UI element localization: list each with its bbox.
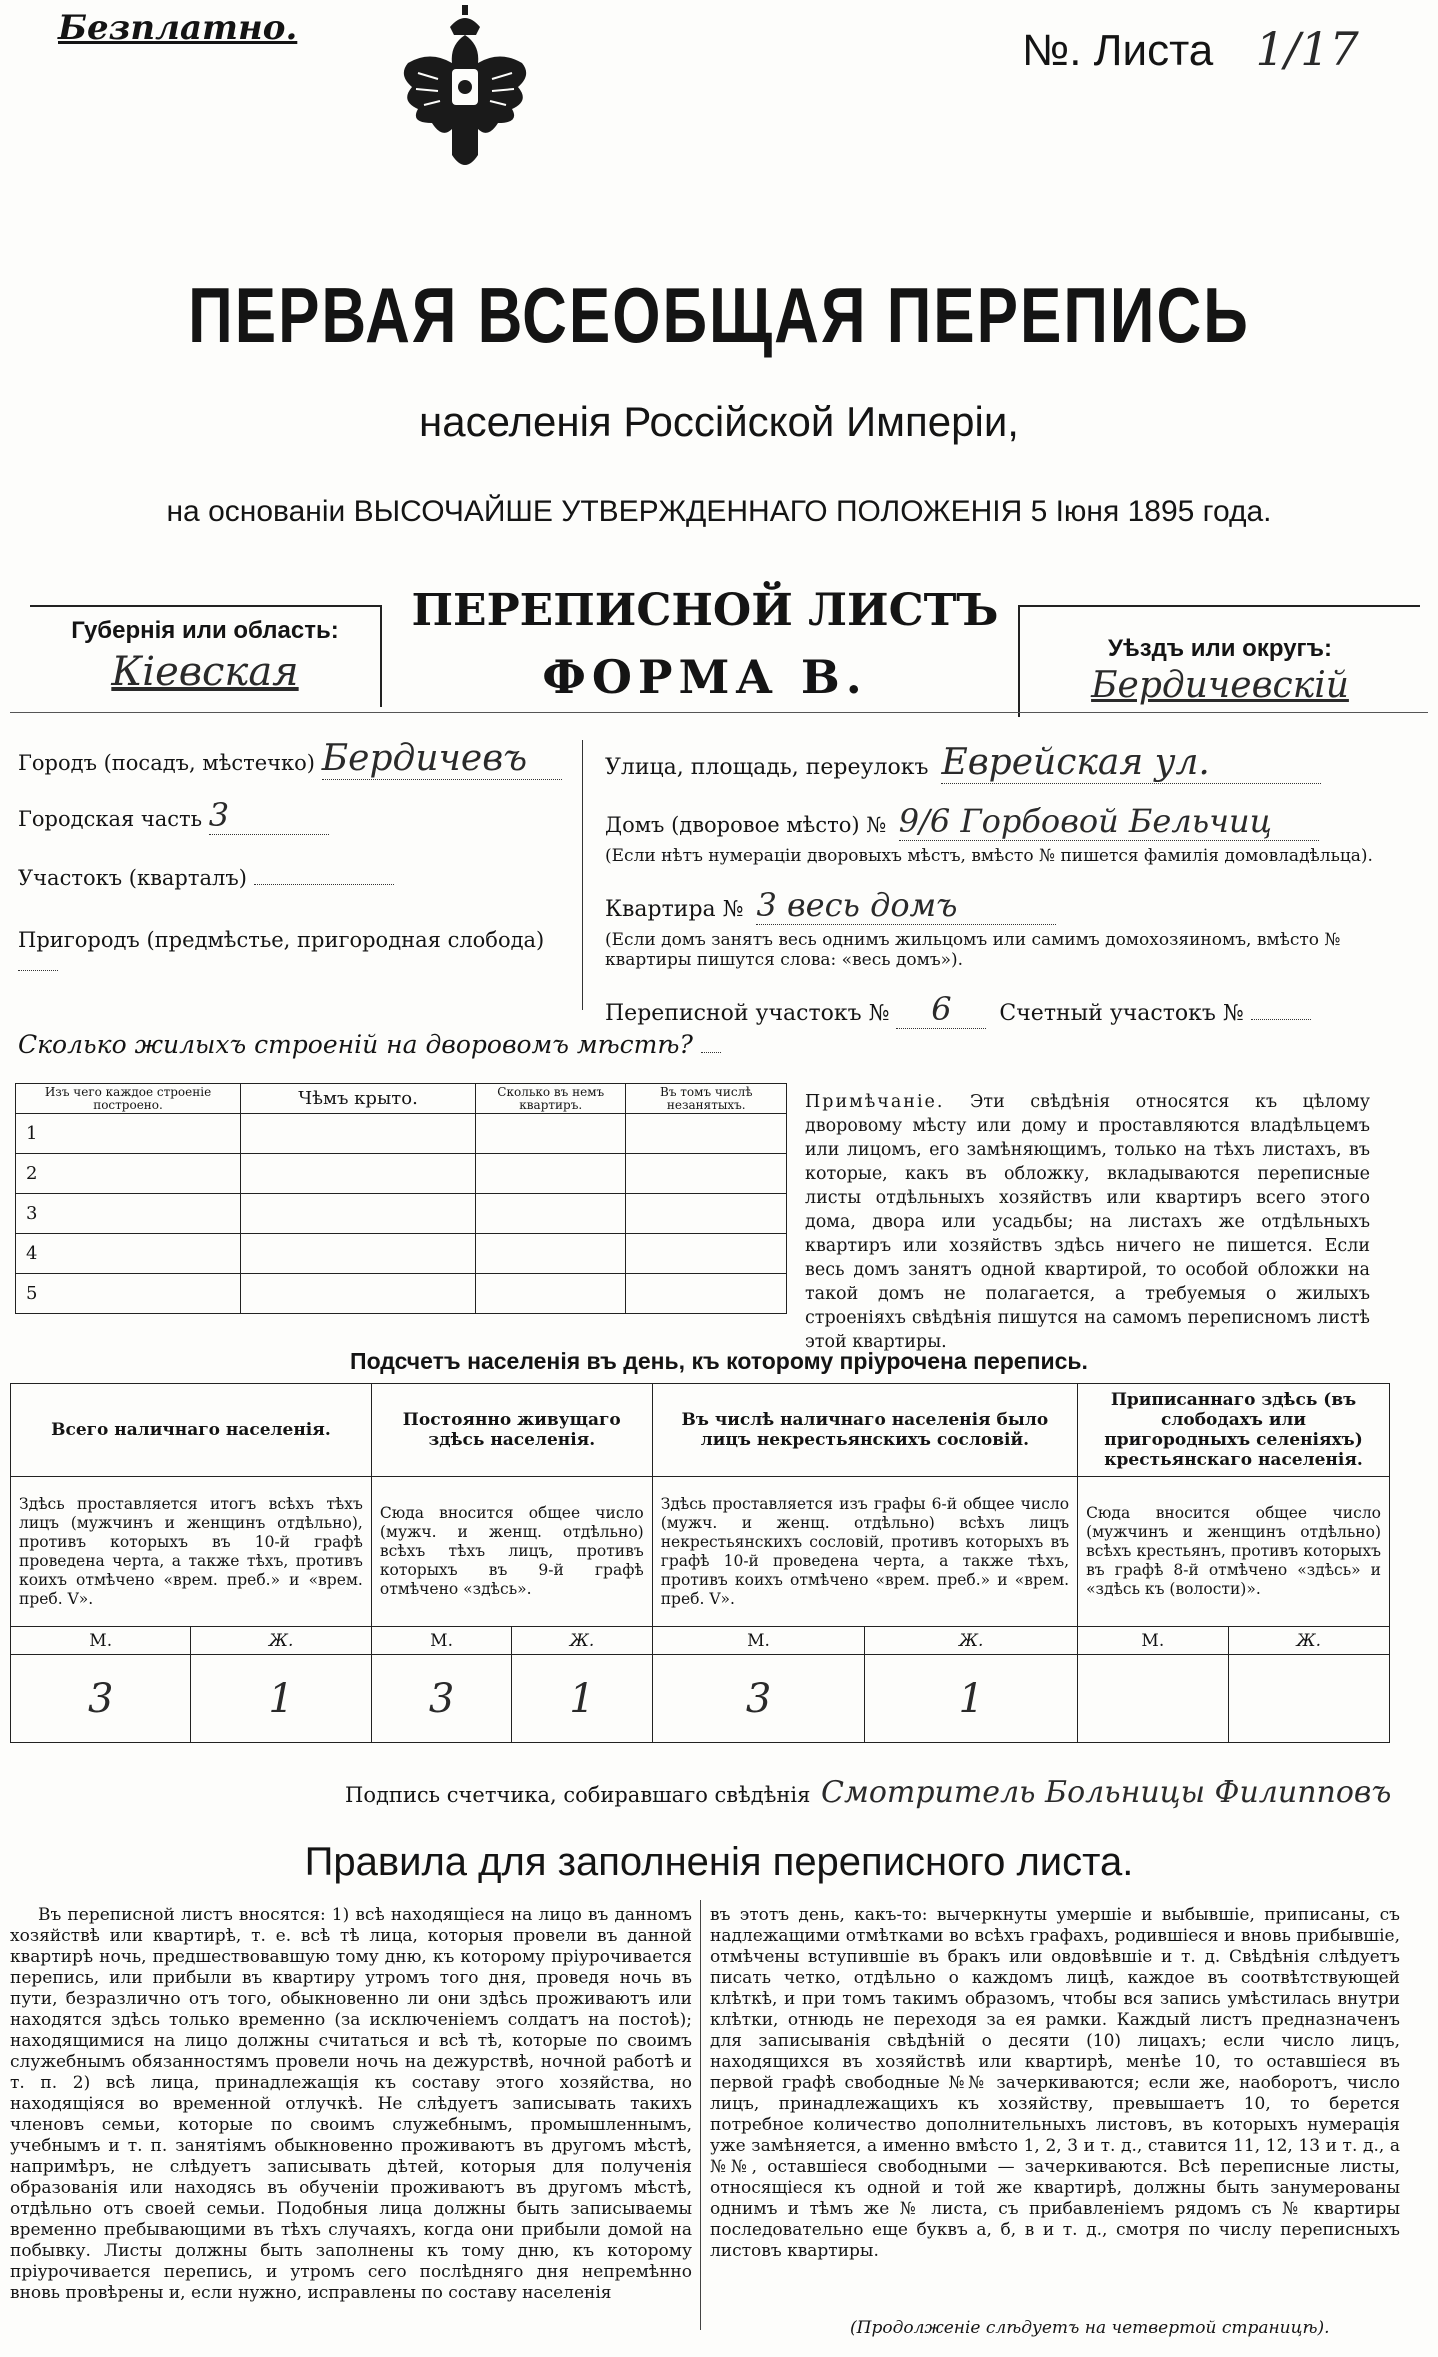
street-field	[605, 742, 1425, 784]
house-value: 9/6 Горбовой Бельчиц	[899, 802, 1319, 841]
count-peasant-male	[1078, 1655, 1229, 1743]
count-nonpeasant-male: 3	[652, 1655, 865, 1743]
subtitle: населенія Россійской Имперіи,	[419, 398, 1019, 445]
count-m-label: М.	[371, 1627, 511, 1655]
apartment-note: (Если домъ занятъ весь однимъ жильцомъ или самимъ домохозяиномъ, вмѣсто № квартиры пишутся слова: «весь домъ»).	[605, 930, 1341, 970]
count-col-head-peasant: Приписаннаго здѣсь (въ слободахъ или пригородныхъ селеніяхъ) крестьянскаго населенія.	[1078, 1384, 1390, 1477]
form-title: ПЕРЕПИСНОЙ ЛИСТЪ	[411, 585, 999, 636]
buildings-table	[15, 1083, 787, 1314]
gubernia-label: Губернія или область:	[71, 617, 339, 644]
count-col-desc-peasant: Сюда вносится общее число (мужчинъ и женщинъ отдѣльно) всѣхъ крестьянъ, противъ которыхъ въ графѣ 8-й отмѣчено «здѣсь» и «здѣсь къ (волости)».	[1078, 1477, 1390, 1627]
city-part-value: 3	[209, 796, 329, 835]
row-number: 2	[26, 1163, 38, 1184]
count-col-head-permanent: Постоянно живущаго здѣсь населенія.	[371, 1384, 652, 1477]
rules-left-column: Въ переписной листъ вносятся: 1) всѣ находящіеся на лицо въ данномъ хозяйствѣ или квартирѣ, т. е. всѣ тѣ лица, которыя провели въ данной квартирѣ ночь, предшествовавшую тому дню, къ которому пріурочивается перепись, или прибыли въ квартиру утромъ того дня, проведя ночь въ пути, безразлично отъ того, обыкновенно ли они здѣсь проживаютъ или находятся здѣсь только временно (за исключеніемъ солдатъ на постоѣ); находящимися на лицо должны считаться и всѣ тѣ, которые по своимъ служебнымъ обязанностямъ провели ночь на дежурствѣ, ночной работѣ и т. п. 2) всѣ лица, принадлежащія къ составу этого хозяйства, но находящіяся во временной отлучкѣ. Не слѣдуетъ записывать такихъ членовъ семьи, которые по своимъ служебнымъ, промышленнымъ, учебнымъ и т. п. занятіямъ обыкновенно проживаютъ въ другомъ мѣстѣ, напримѣръ, не слѣдуетъ записывать дѣтей, которыя для полученія образованія или находясь въ обученіи проживаютъ въ другомъ мѣстѣ, отдѣльно отъ своей семьи. Подобныя лица должны быть записываемы временно пребывающими въ тѣхъ случаяхъ, когда они прибыли домой на побывку. Листы должны быть заполнены къ тому дню, къ которому пріурочивается перепись, и утромъ сего послѣдняго дня непремѣнно вновь провѣрены и, если нужно, исправлены по составу населенія	[10, 1905, 692, 2303]
main-title: ПЕРВАЯ ВСЕОБЩАЯ ПЕРЕПИСЬ	[188, 273, 1250, 360]
table-row	[16, 1194, 787, 1234]
sheet-number	[1022, 22, 1359, 76]
suburb-value	[18, 970, 58, 971]
row-number: 3	[26, 1203, 38, 1224]
rules-title: Правила для заполненія переписного листа.	[304, 1840, 1134, 1884]
count-total-female: 1	[191, 1655, 371, 1743]
suburb-field	[18, 928, 568, 976]
gubernia-value: Кіевская	[111, 649, 299, 695]
signature-line	[345, 1775, 1405, 1810]
city-value: Бердичевъ	[322, 738, 562, 780]
count-total-male: 3	[11, 1655, 191, 1743]
apartment-label: Квартира №	[605, 897, 744, 922]
rules-continued: (Продолженіе слѣдуетъ на четвертой страницѣ).	[850, 2318, 1330, 2338]
street-label: Улица, площадь, переулокъ	[605, 755, 929, 780]
sheet-number-label: №. Листа	[1022, 26, 1214, 75]
city-field	[18, 738, 568, 780]
buildings-header-apartments: Сколько въ немъ квартиръ.	[476, 1084, 626, 1114]
row-number: 5	[26, 1283, 38, 1304]
census-district-value: 6	[896, 990, 986, 1029]
buildings-header-vacant: Въ томъ числѣ незанятыхъ.	[626, 1084, 787, 1114]
apartment-value: 3 весь домъ	[756, 886, 1056, 925]
rules-right-column: въ этотъ день, какъ-то: вычеркнуты умершіе и выбывшіе, приписаны, съ надлежащими отмѣтками во всѣхъ графахъ, родившіеся и вновь прибывшіе, отмѣчены вступившіе въ бракъ или овдовѣвшіе и т. д. Свѣдѣнія слѣдуетъ писать четко, отдѣльно о каждомъ лицѣ, каждое въ соотвѣтствующей клѣткѣ, и при томъ такимъ образомъ, чтобы вся запись умѣстилась внутри клѣтки, отнюдь не переходя за ея рамки. Каждый листъ предназначенъ для записыванія свѣдѣній о десяти (10) лицахъ; если число лицъ, находящихся въ хозяйствѣ или квартирѣ, менѣе 10, то оставшіеся въ первой графѣ свободные №№ зачеркиваются; если же, наоборотъ, число лицъ, принадлежащихъ къ хозяйству, превышаетъ 10, то берется потребное количество дополнительныхъ листовъ, въ которыхъ нумерація уже замѣняется, а именно вмѣсто 1, 2, 3 и т. д., ставится 11, 12, 13 и т. д., а №№, оставшіеся свободными — зачеркиваются. Всѣ переписные листы, относящіеся къ одной и той же квартирѣ, должны быть занумерованы однимъ и тѣмъ же № листа, съ прибавленіемъ рядомъ съ № квартиры последовательно еще буквъ а, б, в и т. д., смотря по числу переписныхъ листовъ квартиры.	[710, 1905, 1400, 2261]
house-field	[605, 802, 1425, 841]
city-part-label: Городская часть	[18, 807, 203, 831]
buildings-question	[18, 1030, 721, 1059]
buildings-question-text: Сколько жилыхъ строеній на дворовомъ мѣстѣ?	[18, 1030, 693, 1059]
imperial-eagle-emblem	[390, 5, 540, 180]
count-district-label: Счетный участокъ №	[999, 1001, 1244, 1026]
basis-line: на основаніи ВЫСОЧАЙШЕ УТВЕРЖДЕННАГО ПОЛОЖЕНІЯ 5 Іюня 1895 года.	[166, 495, 1272, 528]
count-f-label: Ж.	[1228, 1627, 1389, 1655]
count-nonpeasant-female: 1	[865, 1655, 1078, 1743]
row-number: 4	[26, 1243, 38, 1264]
count-m-label: М.	[652, 1627, 865, 1655]
note-block	[805, 1090, 1370, 1354]
count-m-label: М.	[11, 1627, 191, 1655]
count-col-head-nonpeasant: Въ числѣ наличнаго населенія было лицъ некрестьянскихъ сословій.	[652, 1384, 1077, 1477]
table-row	[16, 1154, 787, 1194]
count-col-desc-nonpeasant: Здѣсь проставляется изъ графы 6-й общее число (мужч. и женщ. отдѣльно) всѣхъ лицъ некрестьянскихъ сословій, противъ которыхъ въ графѣ 10-й проведена черта, а также тѣхъ, противъ коихъ отмѣчено «врем. преб.» и «врем. преб. V».	[652, 1477, 1077, 1627]
count-f-label: Ж.	[512, 1627, 652, 1655]
count-f-label: Ж.	[865, 1627, 1078, 1655]
count-permanent-female: 1	[512, 1655, 652, 1743]
signature-value: Смотритель Больницы Филипповъ	[821, 1775, 1392, 1810]
count-col-head-total: Всего наличнаго населенія.	[11, 1384, 372, 1477]
table-row	[16, 1234, 787, 1274]
population-count-table	[10, 1383, 1390, 1743]
count-peasant-female	[1228, 1655, 1389, 1743]
buildings-header-material: Изъ чего каждое строеніе построено.	[16, 1084, 241, 1114]
sheet-number-value: 1/17	[1255, 22, 1359, 76]
count-f-label: Ж.	[191, 1627, 371, 1655]
uezd-value: Бердичевскій	[1091, 665, 1349, 706]
free-label: Безплатно.	[58, 8, 298, 48]
divider-line	[10, 712, 1428, 713]
count-title: Подсчетъ населенія въ день, къ которому пріурочена перепись.	[350, 1348, 1088, 1374]
signature-label: Подпись счетчика, собиравшаго свѣдѣнія	[345, 1783, 811, 1807]
buildings-question-line	[701, 1052, 721, 1053]
form-name: ФОРМА В.	[542, 650, 868, 704]
gubernia-box	[30, 605, 382, 707]
note-title: Примѣчаніе.	[805, 1092, 945, 1112]
house-note: (Если нѣтъ нумераціи дворовыхъ мѣстъ, вмѣсто № пишется фамилія домовладѣльца).	[605, 846, 1373, 866]
uezd-label: Уѣздъ или округъ:	[1107, 635, 1333, 662]
buildings-header-roof: Чѣмъ крыто.	[241, 1084, 476, 1114]
count-permanent-male: 3	[371, 1655, 511, 1743]
count-col-desc-permanent: Сюда вносится общее число (мужч. и женщ. отдѣльно) всѣхъ тѣхъ лицъ, противъ которыхъ въ 9-й графѣ отмѣчено «здѣсь».	[371, 1477, 652, 1627]
apartment-field	[605, 886, 1425, 925]
census-district-field	[605, 990, 1425, 1029]
house-label: Домъ (дворовое мѣсто) №	[605, 813, 887, 837]
rules-column-divider	[700, 1900, 701, 2330]
district-field	[18, 866, 568, 890]
census-district-label: Переписной участокъ №	[605, 1001, 890, 1026]
vertical-divider	[582, 740, 583, 1010]
street-value: Еврейская ул.	[941, 742, 1321, 784]
count-m-label: М.	[1078, 1627, 1229, 1655]
suburb-label: Пригородъ (предмѣстье, пригородная слобода)	[18, 928, 545, 952]
city-label: Городъ (посадъ, мѣстечко)	[18, 751, 316, 775]
city-part-field	[18, 796, 568, 835]
table-row	[16, 1274, 787, 1314]
district-label: Участокъ (кварталъ)	[18, 866, 247, 890]
uezd-box	[1018, 605, 1420, 717]
row-number: 1	[26, 1123, 38, 1144]
note-text: Эти свѣдѣнія относятся къ цѣлому дворовому мѣсту или дому и проставляются владѣльцемъ или лицомъ, его замѣняющимъ, только на тѣхъ листахъ, въ которые, какъ въ обложку, вкладываются переписные листы отдѣльныхъ хозяйствъ или квартиръ всего этого дома, двора или усадьбы; на листахъ же отдѣльныхъ квартиръ или хозяйствъ здѣсь ничего не пишется. Если весь домъ занятъ одной квартирой, то особой обложки на такой домъ не полагается, а требуемыя о жилыхъ строеніяхъ свѣдѣнія пишутся на самомъ переписномъ листѣ этой квартиры.	[805, 1092, 1370, 1352]
count-district-value	[1251, 1019, 1311, 1020]
table-row	[16, 1114, 787, 1154]
district-value	[254, 884, 394, 885]
count-col-desc-total: Здѣсь проставляется итогъ всѣхъ тѣхъ лицъ (мужчинъ и женщинъ отдѣльно), противъ которыхъ въ 10-й графѣ проведена черта, а также тѣхъ, противъ коихъ отмѣчено «врем. преб.» и «врем. преб. V».	[11, 1477, 372, 1627]
